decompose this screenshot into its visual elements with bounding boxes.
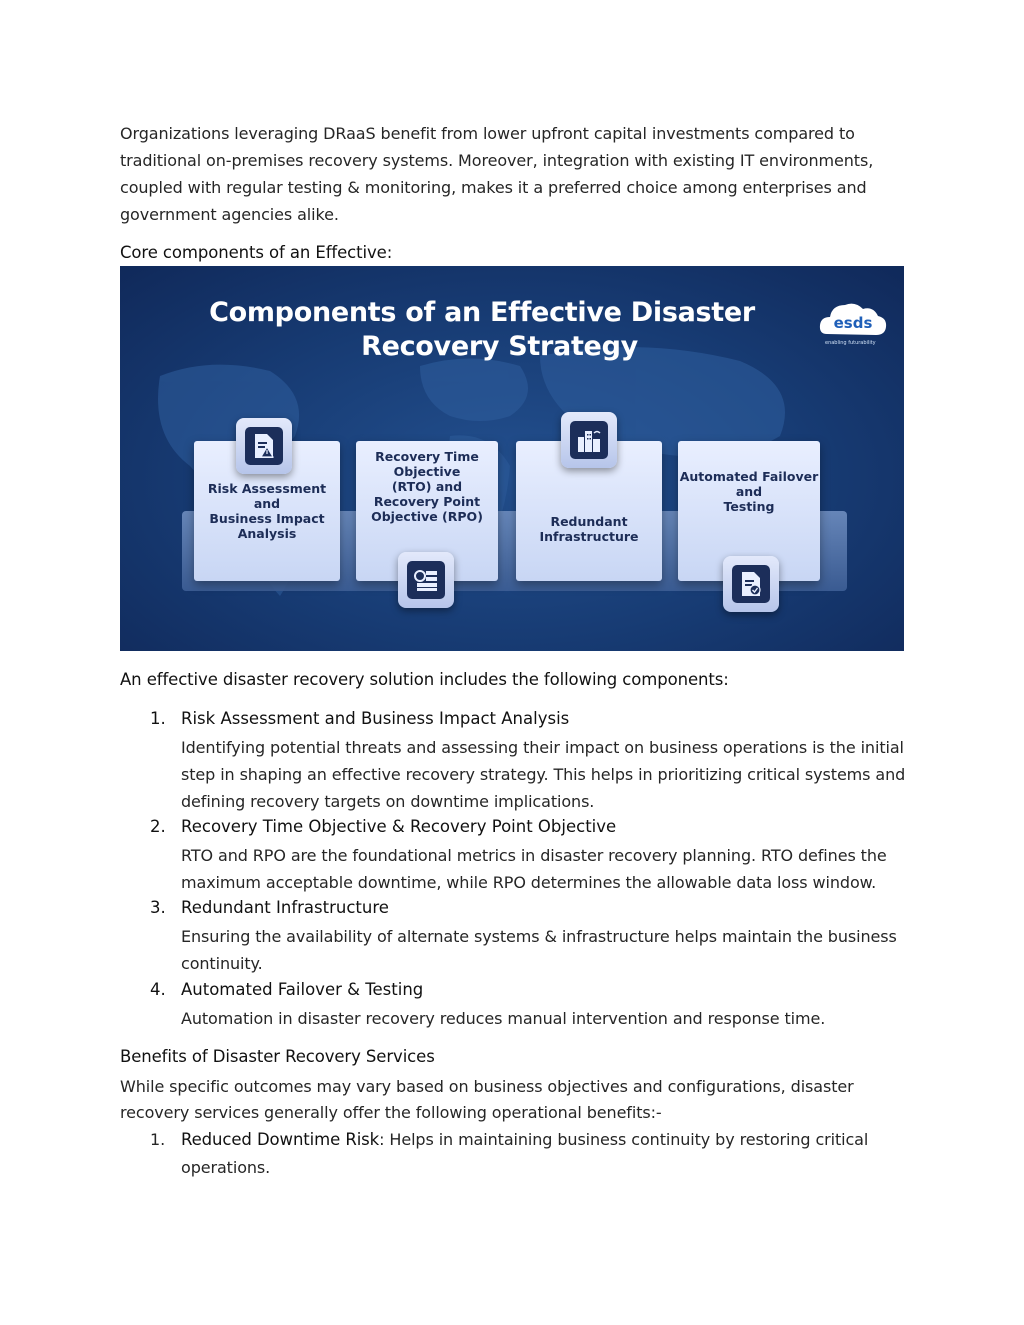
item-title: Redundant Infrastructure	[181, 898, 389, 917]
components-heading: An effective disaster recovery solution includes the following components:	[120, 670, 729, 689]
banner-title	[120, 296, 904, 364]
card-label: Automated Failover and Testing	[679, 468, 819, 514]
item-number: 1.	[150, 709, 166, 728]
item-body: RTO and RPO are the foundational metrics in disaster recovery planning. RTO defines the maximum acceptable downtime, while RPO determines the allowable data loss window.	[181, 846, 887, 892]
item-number: 4.	[150, 980, 166, 999]
banner-title-line1: Components of an Effective Disaster	[209, 297, 755, 328]
benefit-title: Reduced Downtime Risk	[181, 1130, 380, 1149]
document-warning-icon	[253, 433, 275, 459]
intro-paragraph: Organizations leveraging DRaaS benefit from lower upfront capital investments compared to traditional on-premises recovery systems. Moreover, integration with existing IT environments, coupled with regular testing & monitoring, makes it a preferred choice among enterprises and government agencies alike.	[120, 124, 874, 224]
card-icon-box	[723, 556, 779, 612]
logo-tagline: enabling futurability	[825, 340, 876, 346]
item-title: Recovery Time Objective & Recovery Point Objective	[181, 817, 617, 836]
benefit-text	[181, 1126, 909, 1182]
buildings-icon	[576, 427, 602, 453]
card-label: Redundant Infrastructure	[539, 514, 639, 544]
benefits-intro: While specific outcomes may vary based on business objectives and configurations, disaster recovery services generally offer the following operational benefits:-	[120, 1077, 854, 1122]
components-banner-image	[120, 266, 904, 651]
logo-text: esds	[833, 314, 873, 332]
benefit-body: : Helps in maintaining business continuity by restoring critical operations.	[181, 1130, 869, 1177]
benefit-number: 1.	[150, 1130, 166, 1149]
item-number: 2.	[150, 817, 166, 836]
card-icon-box	[561, 412, 617, 468]
item-title: Risk Assessment and Business Impact Analysis	[181, 709, 570, 728]
server-sync-icon	[413, 568, 439, 592]
document-check-icon	[740, 571, 762, 597]
card-icon-box	[398, 552, 454, 608]
esds-logo	[817, 296, 889, 346]
card-icon-box	[236, 418, 292, 474]
core-components-heading: Core components of an Effective:	[120, 243, 393, 262]
card-label: Recovery Time Objective (RTO) and Recovery Point Objective (RPO)	[371, 448, 483, 524]
banner-title-line2: Recovery Strategy	[361, 331, 638, 362]
benefits-heading: Benefits of Disaster Recovery Services	[120, 1047, 435, 1066]
card-label: Risk Assessment and Business Impact Analysis	[207, 481, 327, 541]
item-title: Automated Failover & Testing	[181, 980, 424, 999]
item-body: Ensuring the availability of alternate systems & infrastructure helps maintain the business continuity.	[181, 927, 897, 973]
item-number: 3.	[150, 898, 166, 917]
item-body: Identifying potential threats and assessing their impact on business operations is the initial step in shaping an effective recovery strategy. This helps in prioritizing critical systems and defining recovery targets on downtime implications.	[181, 738, 906, 811]
item-body: Automation in disaster recovery reduces manual intervention and response time.	[181, 1009, 826, 1028]
